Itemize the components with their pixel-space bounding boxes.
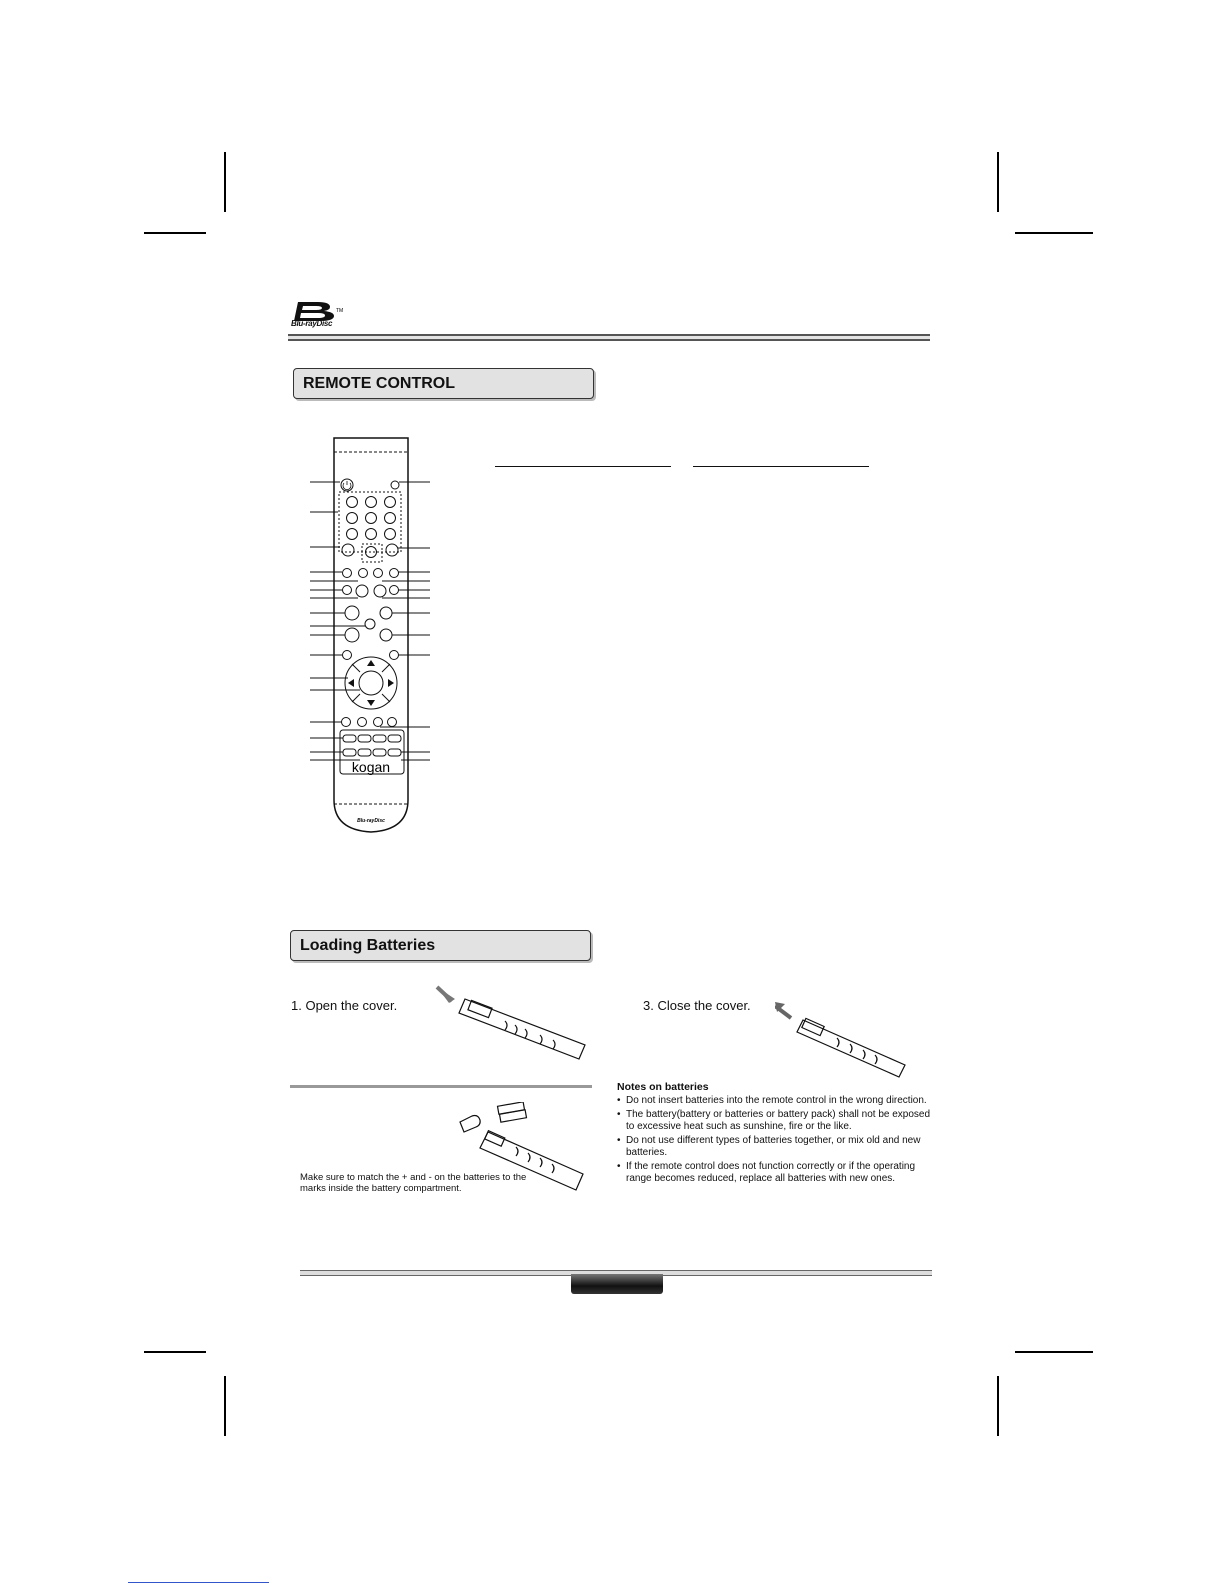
eject-button <box>391 481 399 489</box>
bottom-link-underline <box>128 1582 269 1583</box>
battery-notes-list <box>617 1095 937 1185</box>
crop-mark-top-right-v <box>997 152 999 212</box>
loading-batteries-heading <box>290 930 591 961</box>
battery-polarity-note: Make sure to match the + and - on the batteries to the marks inside the battery compartment. <box>300 1172 527 1194</box>
crop-mark-bottom-right-v <box>997 1376 999 1436</box>
page-number-tab <box>571 1274 663 1294</box>
open-cover-illustration <box>435 985 595 1075</box>
remote-bluray-mark: Blu-rayDisc <box>357 818 385 824</box>
battery-notes <box>617 1081 937 1187</box>
crop-mark-bottom-right-h <box>1015 1351 1093 1353</box>
bluray-logo <box>290 300 350 328</box>
battery-notes-title: Notes on batteries <box>617 1081 709 1093</box>
crop-mark-top-left-v <box>224 152 226 212</box>
battery-note-item: • If the remote control does not function correctly or if the operating range becomes reduced, replace all batteries with new ones. <box>617 1161 937 1185</box>
enter-button <box>359 671 383 695</box>
crop-mark-bottom-left-v <box>224 1376 226 1436</box>
remote-control-title: REMOTE CONTROL <box>303 374 455 392</box>
battery-note-item: • Do not insert batteries into the remote control in the wrong direction. <box>617 1095 937 1107</box>
svg-text:TM: TM <box>336 308 344 314</box>
battery-note-item: • Do not use different types of batteries together, or mix old and new batteries. <box>617 1135 937 1159</box>
crop-mark-top-right-h <box>1015 232 1093 234</box>
column-header-rule-left <box>495 466 671 467</box>
step-divider <box>290 1085 592 1088</box>
close-cover-illustration <box>775 1000 915 1080</box>
loading-batteries-title: Loading Batteries <box>300 936 436 954</box>
remote-control-heading <box>293 368 594 399</box>
remote-control-diagram <box>300 430 450 840</box>
remote-brand-logo: kogan <box>351 759 391 775</box>
column-header-rule-right <box>693 466 869 467</box>
step-1-text: 1. Open the cover. <box>291 998 398 1013</box>
crop-mark-bottom-left-h <box>144 1351 206 1353</box>
header-rule <box>288 334 930 341</box>
step-3-text: 3. Close the cover. <box>643 998 751 1013</box>
crop-mark-top-left-h <box>144 232 206 234</box>
bluray-wordmark: Blu-rayDisc <box>291 319 333 328</box>
battery-note-item: • The battery(battery or batteries or battery pack) shall not be exposed to excessive heat such as sunshine, fire or the like. <box>617 1109 937 1133</box>
